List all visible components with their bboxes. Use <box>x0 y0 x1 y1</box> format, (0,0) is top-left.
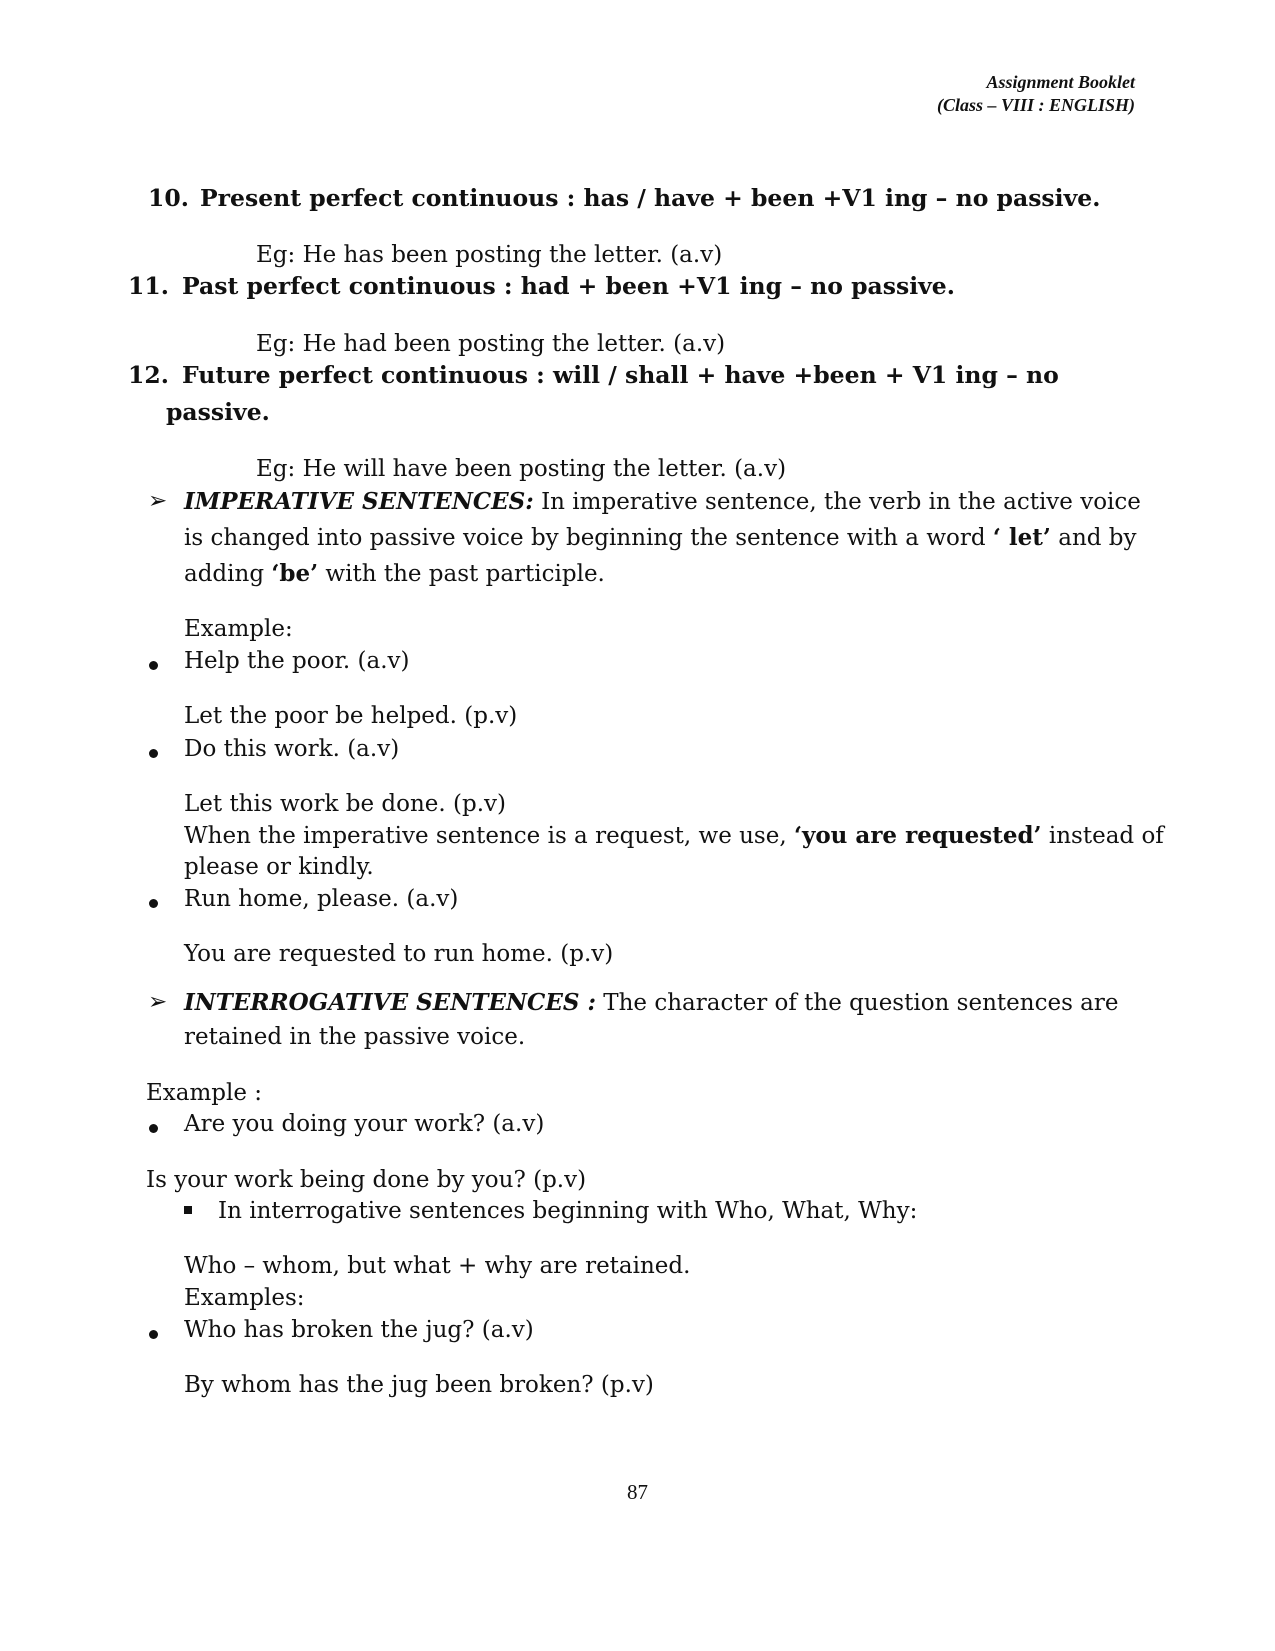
tense-10-number: 10. <box>148 184 189 212</box>
imperative-ex2-passive: Let this work be done. (p.v) <box>184 791 506 817</box>
imperative-request-text-b: instead of <box>1041 823 1164 849</box>
imperative-line-3 <box>184 560 605 587</box>
tense-10-example: Eg: He has been posting the letter. (a.v) <box>256 242 723 268</box>
imperative-request-bold: ‘you are requested’ <box>793 822 1042 849</box>
imperative-text-2a: is changed into passive voice by beginning the sentence with a word <box>184 525 993 551</box>
tense-11-rule: Past perfect continuous : had + been +V1 ing – no passive. <box>182 272 955 300</box>
imperative-ex1-passive: Let the poor be helped. (p.v) <box>184 703 518 729</box>
imperative-let: ‘ let’ <box>992 524 1051 551</box>
imperative-text-1: In imperative sentence, the verb in the active voice <box>533 489 1141 515</box>
interrogative-text-1: The character of the question sentences are <box>595 990 1119 1016</box>
imperative-text-3a: adding <box>184 561 272 587</box>
imperative-line-1 <box>184 488 1141 515</box>
tense-10-rule: Present perfect continuous : has / have + been +V1 ing – no passive. <box>200 184 1101 212</box>
interrogative-arrow-icon: ➢ <box>148 989 168 1015</box>
interrogative-line-1 <box>184 989 1119 1016</box>
interrogative-example-label: Example : <box>146 1080 263 1106</box>
imperative-example-label: Example: <box>184 616 293 642</box>
interrogative-ex1-passive: Is your work being done by you? (p.v) <box>146 1167 587 1193</box>
header-title: Assignment Booklet <box>986 72 1135 92</box>
bullet-icon <box>149 661 158 670</box>
bullet-icon <box>149 1330 158 1339</box>
bullet-icon <box>149 899 158 908</box>
interrogative-line-2: retained in the passive voice. <box>184 1024 526 1050</box>
imperative-request-line-1 <box>184 822 1164 849</box>
tense-11-number: 11. <box>128 272 169 300</box>
imperative-ex3-active: Run home, please. (a.v) <box>184 886 459 912</box>
imperative-ex2-active: Do this work. (a.v) <box>184 736 400 762</box>
tense-12-example: Eg: He will have been posting the letter. (a.v) <box>256 456 787 482</box>
imperative-ex3-passive: You are requested to run home. (p.v) <box>184 941 614 967</box>
interrogative-rule: Who – whom, but what + why are retained. <box>184 1253 691 1279</box>
bullet-icon <box>149 749 158 758</box>
page-number: 87 <box>627 1480 648 1504</box>
interrogative-title: INTERROGATIVE SENTENCES : <box>184 989 596 1016</box>
square-bullet-icon <box>184 1206 192 1214</box>
imperative-ex1-active: Help the poor. (a.v) <box>184 648 410 674</box>
tense-12-rule: Future perfect continuous : will / shall + have +been + V1 ing – no <box>182 361 1059 389</box>
interrogative-ex1-active: Are you doing your work? (a.v) <box>184 1111 545 1137</box>
imperative-request-line-2: please or kindly. <box>184 854 374 880</box>
interrogative-sub-point: In interrogative sentences beginning with Who, What, Why: <box>218 1198 918 1224</box>
interrogative-ex2-active: Who has broken the jug? (a.v) <box>184 1317 534 1343</box>
imperative-request-text-a: When the imperative sentence is a request, we use, <box>184 823 794 849</box>
imperative-arrow-icon: ➢ <box>148 488 168 514</box>
tense-12-number: 12. <box>128 361 169 389</box>
bullet-icon <box>149 1124 158 1133</box>
interrogative-ex2-passive: By whom has the jug been broken? (p.v) <box>184 1372 654 1398</box>
imperative-line-2 <box>184 524 1137 551</box>
imperative-title: IMPERATIVE SENTENCES: <box>184 488 534 515</box>
interrogative-examples-label: Examples: <box>184 1285 305 1311</box>
header-class: (Class – VIII : ENGLISH) <box>936 95 1135 115</box>
imperative-be: ‘be’ <box>271 560 319 587</box>
tense-11-example: Eg: He had been posting the letter. (a.v) <box>256 331 726 357</box>
tense-12-rule-cont: passive. <box>166 398 270 426</box>
imperative-text-2b: and by <box>1050 525 1137 551</box>
imperative-text-3b: with the past participle. <box>318 561 605 587</box>
